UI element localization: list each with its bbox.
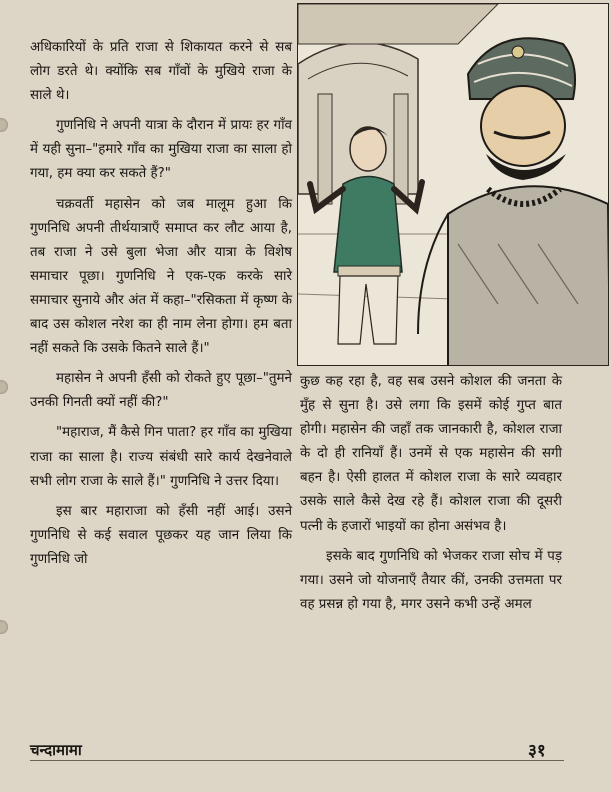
footer-rule [30,760,564,761]
paragraph: इस बार महाराजा को हँसी नहीं आई। उसने गुणनिधि से कई सवाल पूछकर यह जान लिया कि गुणनिधि जो [30,503,292,567]
page-number: ३१ [528,741,546,761]
paragraph: "महाराज, मैं कैसे गिन पाता? हर गाँव का मुखिया राजा का साला है। राज्य संबंधी सारे कार्य देखनेवाले सभी लोग राजा के साले हैं।" गुणनिधि ने उत्तर दिया। [30,425,292,489]
pillar [318,94,332,204]
illustration-drawing [298,4,609,366]
magazine-name: चन्दामामा [30,741,82,759]
binding-hole [0,380,8,394]
paragraph: अधिकारियों के प्रति राजा से शिकायत करने से सब लोग डरते थे। क्योंकि सब गाँवों के मुखिये राजा के साले थे। [30,40,292,104]
binding-hole [0,620,8,634]
paragraph: चक्रवर्ती महासेन को जब मालूम हुआ कि गुणनिधि अपनी तीर्थयात्राएँ समाप्त कर लौट आया है, तब राजा ने उसे बुला भेजा और यात्रा के विशेष समाचार पूछा। गुणनिधि ने एक-एक करके सारे समाचार सुनाये और अंत में कहा–"रसिकता में कृष्ण के बाद उस कोशल नरेश का ही नाम लेना होगा। हम बता नहीं सकते कि उसके कितने साले हैं।" [30,196,292,357]
right-text-column [300,370,562,623]
left-text-column [30,36,292,578]
paragraph: कुछ कह रहा है, वह सब उसने कोशल की जनता के मुँह से सुना है। उसे लगा कि इसमें कोई गुप्त बात होगी। महासेन की जहाँ तक जानकारी है, कोशल राजा के दो ही रानियाँ हैं। उनमें से एक महासेन की सगी बहन है। ऐसी हालत में कोशल राजा के सारे व्यवहार उसके साले कैसे देख रहे हैं। कोशल राजा की दूसरी पत्नी के हजारों भाइयों का होना असंभव है। [300,374,562,534]
paragraph: महासेन ने अपनी हँसी को रोकते हुए पूछा–"तुमने उनकी गिनती क्यों नहीं की?" [30,371,292,411]
binding-hole [0,118,8,132]
paragraph: गुणनिधि ने अपनी यात्रा के दौरान में प्रायः हर गाँव में यही सुना–"हमारे गाँव का मुखिया राजा का साला हो गया, हम क्या कर सकते हैं?" [30,118,292,182]
paragraph: इसके बाद गुणनिधि को भेजकर राजा सोच में पड़ गया। उसने जो योजनाएँ तैयार कीं, उनकी उत्तमता पर वह प्रसन्न हो गया है, मगर उसने कभी उन्हें अमल [300,548,562,612]
story-illustration [297,3,609,366]
